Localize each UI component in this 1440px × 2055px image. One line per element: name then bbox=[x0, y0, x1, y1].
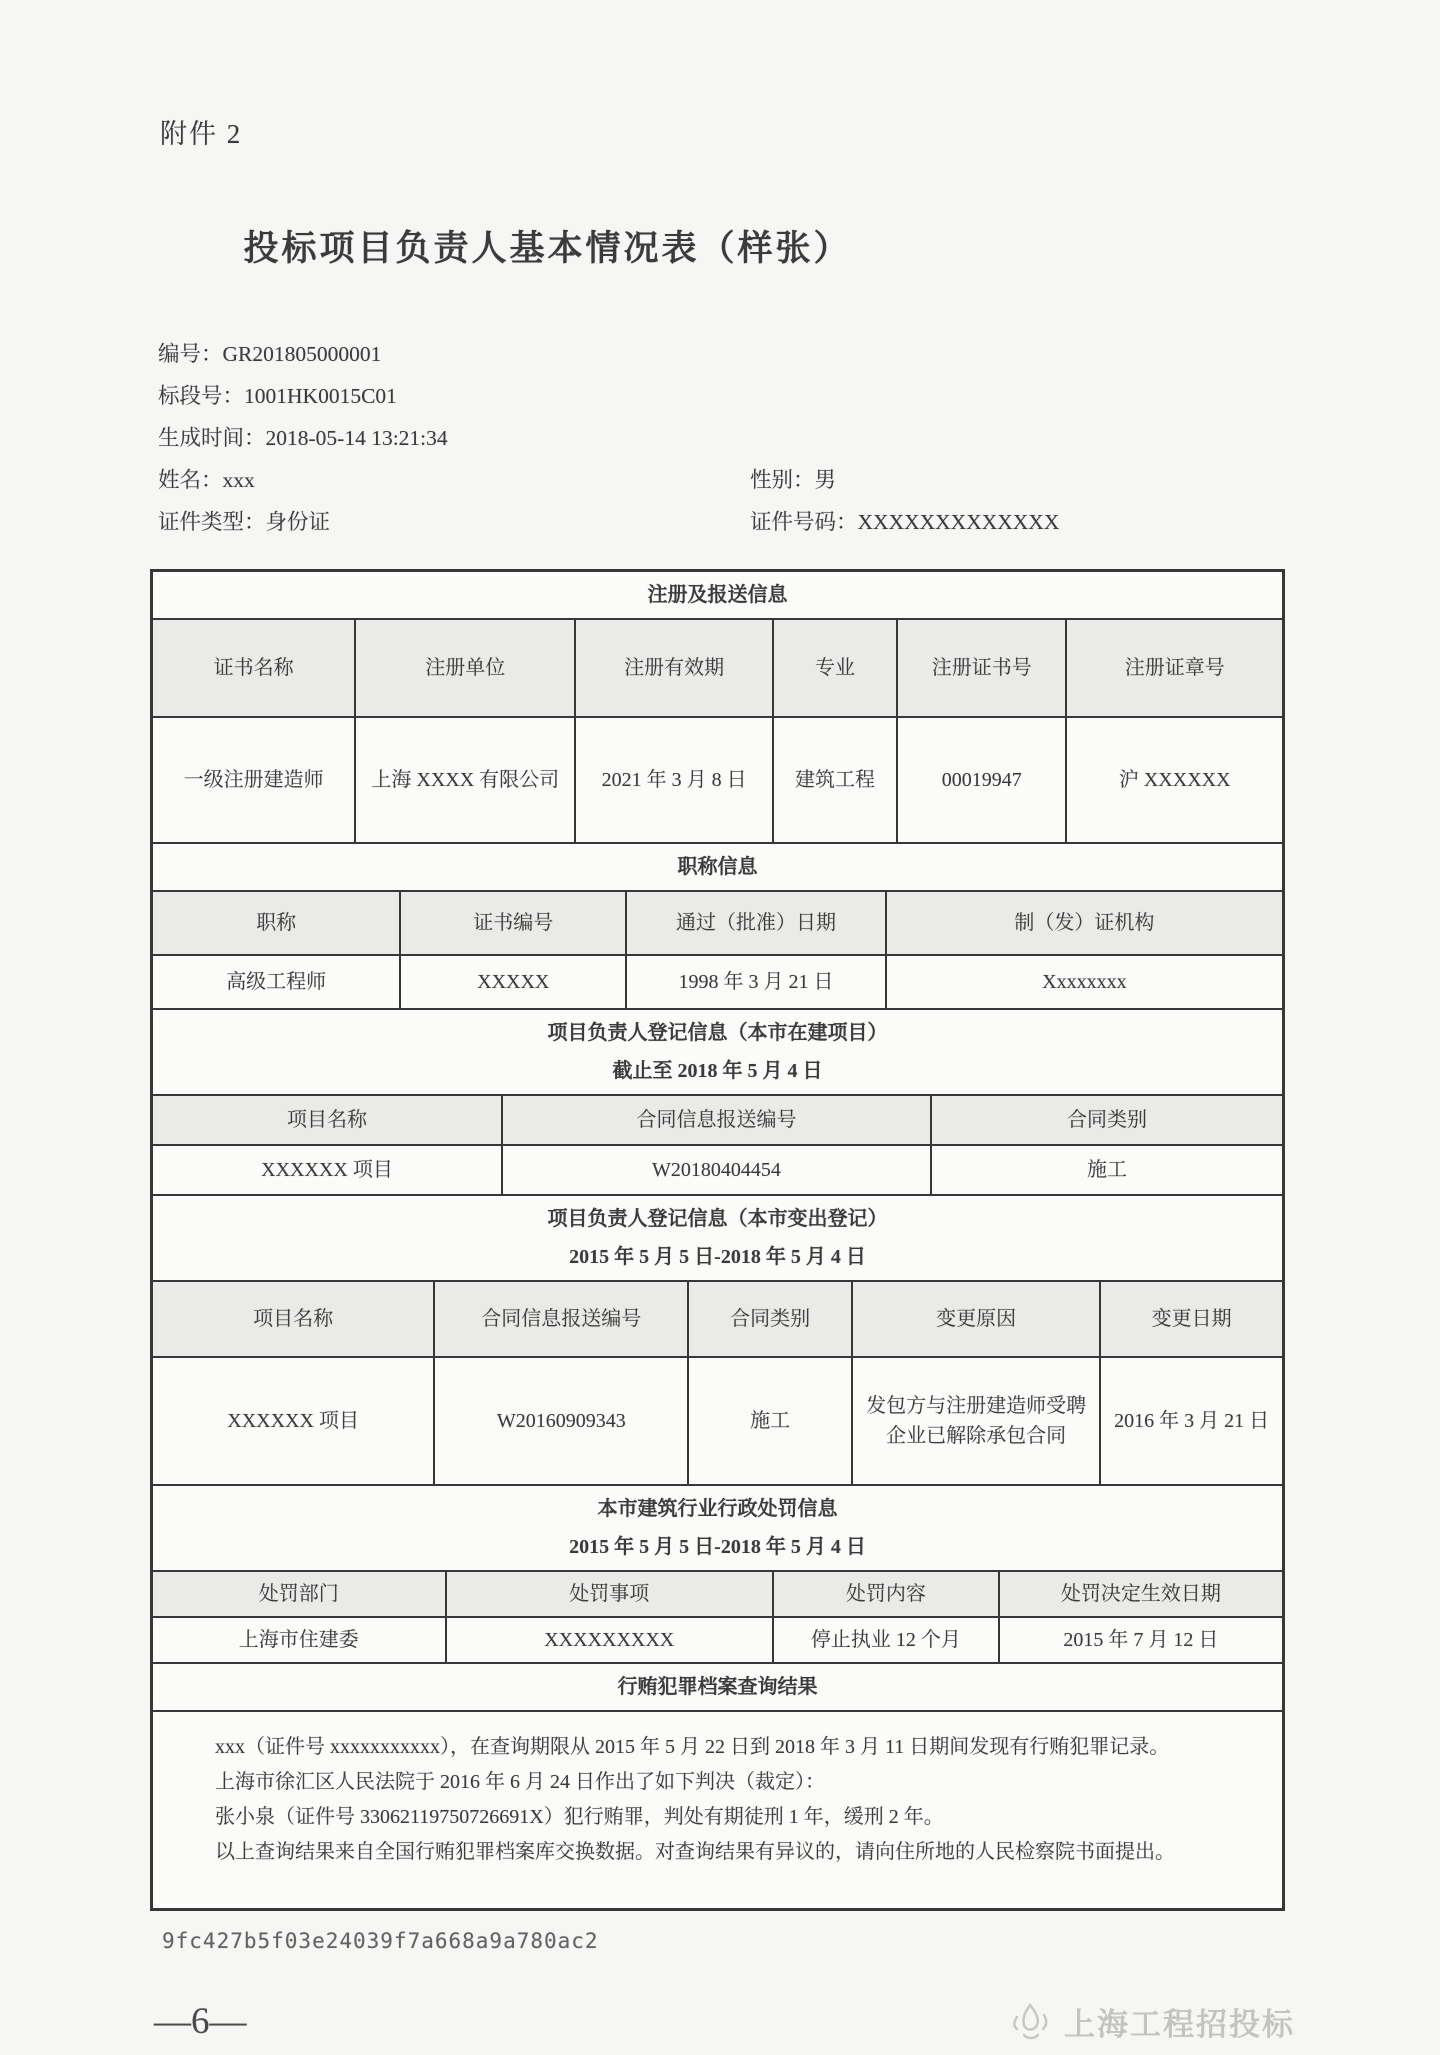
section-title-line2: 截止至 2018 年 5 月 4 日 bbox=[612, 1060, 823, 1082]
table-cell: XXXXX bbox=[401, 956, 627, 1008]
brand-watermark bbox=[1004, 1995, 1295, 2047]
table-cell: W20180404454 bbox=[503, 1146, 932, 1194]
meta-id-number-value: XXXXXXXXXXXXX bbox=[857, 510, 1060, 534]
meta-id-number-label: 证件号码： bbox=[750, 510, 858, 534]
column-header: 通过（批准）日期 bbox=[627, 892, 887, 954]
meta-generated-time bbox=[158, 417, 1285, 459]
table-row bbox=[153, 718, 1282, 844]
section-title bbox=[153, 1486, 1282, 1570]
column-header: 合同类别 bbox=[932, 1096, 1282, 1144]
table-row bbox=[153, 956, 1282, 1010]
query-result-paragraph: 张小泉（证件号 33062119750726691X）犯行贿罪，判处有期徒刑 1 年，缓刑 2 年。 bbox=[215, 1806, 944, 1828]
table-cell: Xxxxxxxx bbox=[1042, 971, 1127, 993]
section-title-line1: 项目负责人登记信息（本市在建项目） bbox=[547, 1022, 888, 1044]
section-title: 注册及报送信息 bbox=[647, 584, 788, 606]
table-cell: 施工 bbox=[1086, 1159, 1127, 1181]
table-row bbox=[153, 1712, 1282, 1908]
section-title-line2: 2015 年 5 月 5 日-2018 年 5 月 4 日 bbox=[569, 1246, 866, 1268]
page-title: 投标项目负责人基本情况表（样张） bbox=[243, 229, 852, 268]
meta-generated-value: 2018-05-14 13:21:34 bbox=[265, 426, 448, 450]
section-title-line1: 本市建筑行业行政处罚信息 bbox=[597, 1498, 838, 1520]
meta-number-label: 编号： bbox=[158, 342, 223, 366]
meta-gender-label: 性别： bbox=[750, 468, 815, 492]
meta-generated-label: 生成时间： bbox=[158, 426, 266, 450]
table-cell: 1998 年 3 月 21 日 bbox=[627, 956, 887, 1008]
column-header: 注册单位 bbox=[356, 620, 576, 716]
meta-gender-value: 男 bbox=[814, 468, 837, 492]
meta-number-value: GR201805000001 bbox=[222, 342, 382, 366]
section-title: 行贿犯罪档案查询结果 bbox=[617, 1676, 818, 1698]
meta-gender bbox=[750, 459, 836, 501]
table-row bbox=[153, 1618, 1282, 1664]
brand-name: 上海工程招投标 bbox=[1064, 2006, 1295, 2042]
table-cell: 停止执业 12 个月 bbox=[774, 1618, 1000, 1662]
query-result-paragraph: 上海市徐汇区人民法院于 2016 年 6 月 24 日作出了如下判决（裁定）： bbox=[215, 1771, 825, 1793]
section-title-row bbox=[153, 1486, 1282, 1572]
table-cell: 2016 年 3 月 21 日 bbox=[1114, 1410, 1270, 1432]
table-header-row bbox=[153, 620, 1282, 718]
meta-id-number bbox=[750, 501, 1059, 543]
table-cell: 2015 年 7 月 12 日 bbox=[1063, 1629, 1219, 1651]
column-header: 专业 bbox=[774, 620, 898, 716]
table-row bbox=[153, 1358, 1282, 1486]
table-cell: 一级注册建造师 bbox=[153, 718, 356, 842]
section-title-row bbox=[153, 844, 1282, 892]
query-result-paragraph: 以上查询结果来自全国行贿犯罪档案库交换数据。对查询结果有异议的，请向住所地的人民检察院书面提出。 bbox=[215, 1841, 1175, 1863]
query-result-paragraph: xxx（证件号 xxxxxxxxxxx），在查询期限从 2015 年 5 月 22 日到 2018 年 3 月 11 日期间发现有行贿犯罪记录。 bbox=[215, 1736, 1170, 1758]
section-title-row bbox=[153, 1196, 1282, 1282]
column-header: 证书编号 bbox=[401, 892, 627, 954]
column-header: 项目名称 bbox=[153, 1282, 435, 1356]
section-title-row bbox=[153, 1010, 1282, 1096]
column-header: 处罚内容 bbox=[774, 1572, 1000, 1616]
column-header: 合同信息报送编号 bbox=[503, 1096, 932, 1144]
column-header: 注册有效期 bbox=[576, 620, 774, 716]
meta-id-type-label: 证件类型： bbox=[158, 510, 266, 534]
table-row bbox=[153, 1146, 1282, 1196]
section-title: 职称信息 bbox=[677, 856, 758, 878]
document-hash: 9fc427b5f03e24039f7a668a9a780ac2 bbox=[162, 1929, 599, 1953]
table-cell: 沪 XXXXXX bbox=[1118, 769, 1231, 791]
section-title-line2: 2015 年 5 月 5 日-2018 年 5 月 4 日 bbox=[569, 1536, 866, 1558]
table-cell: XXXXXX 项目 bbox=[153, 1146, 503, 1194]
table-header-row bbox=[153, 1282, 1282, 1358]
meta-id-row bbox=[158, 501, 1285, 543]
meta-name-gender-row bbox=[158, 459, 1285, 501]
column-header: 处罚决定生效日期 bbox=[1000, 1572, 1282, 1616]
table-header-row bbox=[153, 1572, 1282, 1618]
column-header: 处罚事项 bbox=[447, 1572, 774, 1616]
meta-id-type bbox=[158, 501, 750, 543]
table-cell: 高级工程师 bbox=[153, 956, 401, 1008]
meta-section-value: 1001HK0015C01 bbox=[244, 384, 397, 408]
section-title-row bbox=[153, 572, 1282, 620]
meta-section-label: 标段号： bbox=[158, 384, 245, 408]
attachment-label: 附件 2 bbox=[160, 119, 243, 149]
meta-id-type-value: 身份证 bbox=[265, 510, 331, 534]
column-header: 注册证书号 bbox=[898, 620, 1067, 716]
table-cell: 2021 年 3 月 8 日 bbox=[576, 718, 774, 842]
section-title-row bbox=[153, 1664, 1282, 1712]
table-header-row bbox=[153, 1096, 1282, 1146]
query-result-cell bbox=[153, 1712, 1282, 1908]
column-header: 项目名称 bbox=[153, 1096, 503, 1144]
info-table bbox=[150, 569, 1285, 1911]
column-header: 变更日期 bbox=[1101, 1282, 1282, 1356]
section-title bbox=[153, 1010, 1282, 1094]
meta-number bbox=[158, 333, 1285, 375]
table-cell: XXXXXX 项目 bbox=[153, 1358, 435, 1484]
section-title-line1: 项目负责人登记信息（本市变出登记） bbox=[547, 1208, 888, 1230]
magnolia-flower-icon bbox=[1004, 1995, 1056, 2047]
table-header-row bbox=[153, 892, 1282, 956]
column-header: 制（发）证机构 bbox=[887, 892, 1282, 954]
table-cell: XXXXXXXXX bbox=[447, 1618, 774, 1662]
column-header: 合同信息报送编号 bbox=[435, 1282, 689, 1356]
page-number: —6— bbox=[154, 2000, 247, 2042]
table-cell: 上海市住建委 bbox=[153, 1618, 447, 1662]
page-footer bbox=[150, 1995, 1295, 2047]
meta-name bbox=[158, 459, 750, 501]
column-header: 合同类别 bbox=[689, 1282, 853, 1356]
meta-section-number bbox=[158, 375, 1285, 417]
column-header: 证书名称 bbox=[153, 620, 356, 716]
table-cell: 建筑工程 bbox=[774, 718, 898, 842]
meta-name-value: xxx bbox=[222, 468, 255, 492]
column-header: 职称 bbox=[153, 892, 401, 954]
table-cell: 00019947 bbox=[898, 718, 1067, 842]
section-title bbox=[153, 1196, 1282, 1280]
column-header: 变更原因 bbox=[853, 1282, 1101, 1356]
document-meta bbox=[158, 333, 1285, 543]
table-cell: 施工 bbox=[689, 1358, 853, 1484]
table-cell: W20160909343 bbox=[435, 1358, 689, 1484]
column-header: 注册证章号 bbox=[1067, 620, 1282, 716]
column-header: 处罚部门 bbox=[153, 1572, 447, 1616]
table-cell: 上海 XXXX 有限公司 bbox=[356, 718, 576, 842]
meta-name-label: 姓名： bbox=[158, 468, 223, 492]
table-cell: 发包方与注册建造师受聘企业已解除承包合同 bbox=[853, 1358, 1101, 1484]
